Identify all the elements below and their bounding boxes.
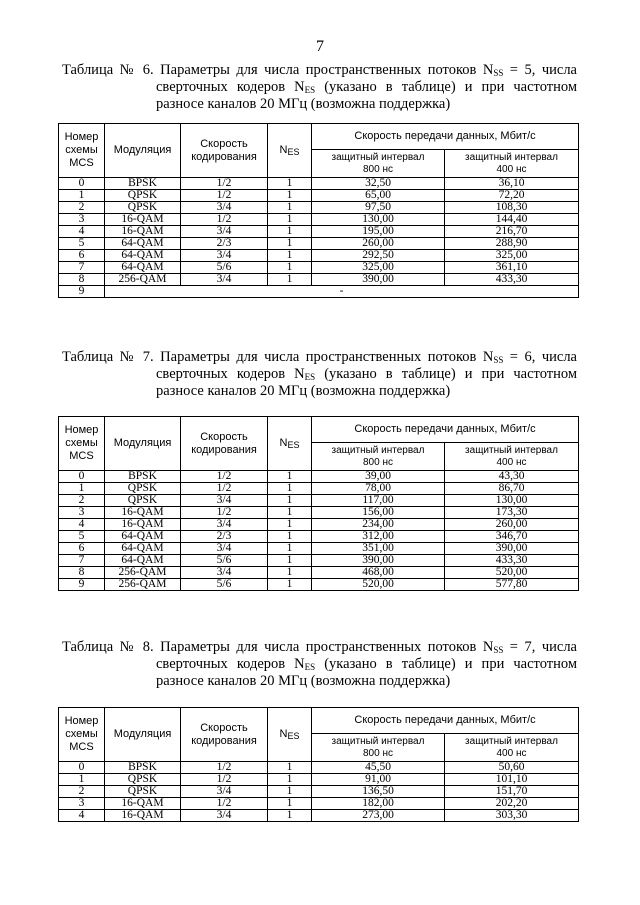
table-cell: BPSK: [105, 471, 181, 483]
table-cell: 1: [268, 786, 312, 798]
table-cell: 43,30: [445, 471, 579, 483]
header-gi-400: защитный интервал 400 нс: [445, 443, 579, 471]
table-cell: 351,00: [312, 543, 445, 555]
table-cell: 468,00: [312, 567, 445, 579]
table-cell: QPSK: [105, 774, 181, 786]
table-cell: QPSK: [105, 202, 181, 214]
table-cell: 6: [59, 543, 105, 555]
table-row: [59, 483, 579, 495]
table-cell: 8: [59, 567, 105, 579]
table-cell: 16-QAM: [105, 226, 181, 238]
table-row: [59, 531, 579, 543]
header-mcs: Номер схемы MCS: [59, 708, 105, 762]
table-cell: 1: [268, 262, 312, 274]
table-cell: 5/6: [181, 555, 268, 567]
header-gi-400: защитный интервал 400 нс: [445, 150, 579, 178]
table-cell: 1: [268, 178, 312, 190]
table-cell: 433,30: [445, 555, 579, 567]
table-cell: 1: [268, 810, 312, 822]
table-cell: 6: [59, 250, 105, 262]
page-number: 7: [316, 38, 324, 55]
table-cell: 8: [59, 274, 105, 286]
table-cell: 64-QAM: [105, 543, 181, 555]
header-data-rate: Скорость передачи данных, Мбит/с: [312, 417, 579, 443]
table-cell: 16-QAM: [105, 507, 181, 519]
table-cell: QPSK: [105, 786, 181, 798]
table-cell: 97,50: [312, 202, 445, 214]
table-cell: 520,00: [312, 579, 445, 591]
table-cell: 32,50: [312, 178, 445, 190]
table-cell: 1/2: [181, 798, 268, 810]
table-8-caption: Таблица № 8. Параметры для числа пространственных потоков $N_{SS} = 7$, числа сверточных кодеров $N_{ES}$ (указано в таблице) и при частотном разносе каналов 20 МГц (возможна поддержка): [62, 639, 578, 689]
header-modulation: Модуляция: [105, 708, 181, 762]
table-row: [59, 507, 579, 519]
table-row: [59, 543, 579, 555]
table-row: [59, 238, 579, 250]
table-cell: 72,20: [445, 190, 579, 202]
table-cell: 5: [59, 531, 105, 543]
table-cell: 1: [268, 531, 312, 543]
table-cell: 65,00: [312, 190, 445, 202]
table-cell: 1: [268, 202, 312, 214]
table-cell: 64-QAM: [105, 531, 181, 543]
table-cell: 202,20: [445, 798, 579, 810]
table-cell: 1: [268, 190, 312, 202]
table-cell: QPSK: [105, 190, 181, 202]
table-cell: 64-QAM: [105, 555, 181, 567]
table-cell: 0: [59, 178, 105, 190]
table-cell: 3/4: [181, 810, 268, 822]
table-cell: 1: [268, 543, 312, 555]
table-cell: BPSK: [105, 178, 181, 190]
table-row: [59, 798, 579, 810]
table-row: [59, 226, 579, 238]
header-gi-800: защитный интервал 800 нс: [312, 443, 445, 471]
table-cell: 390,00: [312, 274, 445, 286]
table-cell: 3/4: [181, 226, 268, 238]
table-cell: 1/2: [181, 483, 268, 495]
header-mcs: Номер схемы MCS: [59, 124, 105, 178]
table-cell: 86,70: [445, 483, 579, 495]
table-cell: 3/4: [181, 495, 268, 507]
header-nes: $N_{ES}$: [268, 417, 312, 471]
table-cell: 1/2: [181, 471, 268, 483]
table-cell: 288,90: [445, 238, 579, 250]
table-cell: 1: [268, 507, 312, 519]
table-cell: 7: [59, 262, 105, 274]
header-coding-rate: Скорость кодирования: [181, 708, 268, 762]
table-cell: 9: [59, 286, 105, 298]
header-data-rate: Скорость передачи данных, Мбит/с: [312, 708, 579, 734]
table-cell: 4: [59, 519, 105, 531]
table-cell: 234,00: [312, 519, 445, 531]
table-cell: 1: [268, 238, 312, 250]
table-cell: 260,00: [445, 519, 579, 531]
table-row: [59, 262, 579, 274]
table-cell: 5: [59, 238, 105, 250]
header-gi-800: защитный интервал 800 нс: [312, 150, 445, 178]
table-cell: 256-QAM: [105, 567, 181, 579]
table-row: [59, 471, 579, 483]
table-cell: 216,70: [445, 226, 579, 238]
table-cell: QPSK: [105, 483, 181, 495]
table-cell: 1: [268, 555, 312, 567]
table-row: [59, 274, 579, 286]
table-cell: 1: [268, 567, 312, 579]
table-row: [59, 567, 579, 579]
table-cell: 1: [268, 579, 312, 591]
table-cell: 292,50: [312, 250, 445, 262]
table-cell: 1: [268, 519, 312, 531]
table-cell: 1: [268, 798, 312, 810]
table-cell: 577,80: [445, 579, 579, 591]
table-7-caption: Таблица № 7. Параметры для числа пространственных потоков $N_{SS} = 6$, числа сверточных кодеров $N_{ES}$ (указано в таблице) и при частотном разносе каналов 20 МГц (возможна поддержка): [62, 349, 578, 399]
table-cell: 144,40: [445, 214, 579, 226]
header-nes: $N_{ES}$: [268, 708, 312, 762]
table-cell: 130,00: [445, 495, 579, 507]
table-cell: 78,00: [312, 483, 445, 495]
table-cell: 1: [268, 214, 312, 226]
table-row: [59, 202, 579, 214]
table-cell: 91,00: [312, 774, 445, 786]
table-cell: 325,00: [445, 250, 579, 262]
table-cell: 1/2: [181, 774, 268, 786]
table-cell: BPSK: [105, 762, 181, 774]
table-cell: 39,00: [312, 471, 445, 483]
table-cell: 390,00: [312, 555, 445, 567]
table-cell: 325,00: [312, 262, 445, 274]
header-modulation: Модуляция: [105, 124, 181, 178]
table-cell: 195,00: [312, 226, 445, 238]
table-cell: 256-QAM: [105, 274, 181, 286]
table-row: [59, 810, 579, 822]
header-gi-400: защитный интервал 400 нс: [445, 734, 579, 762]
table-cell: 16-QAM: [105, 810, 181, 822]
table-cell: 117,00: [312, 495, 445, 507]
table-cell: QPSK: [105, 495, 181, 507]
table-cell: 50,60: [445, 762, 579, 774]
table-cell: 16-QAM: [105, 798, 181, 810]
table-cell: 2: [59, 495, 105, 507]
table-cell: 16-QAM: [105, 214, 181, 226]
table-cell: 3: [59, 798, 105, 810]
table-cell: 3/4: [181, 274, 268, 286]
table-cell: 256-QAM: [105, 579, 181, 591]
table-cell: 3/4: [181, 786, 268, 798]
table-cell: 361,10: [445, 262, 579, 274]
table-row: [59, 495, 579, 507]
table-cell: 0: [59, 762, 105, 774]
table-cell: 3/4: [181, 250, 268, 262]
table-cell: 45,50: [312, 762, 445, 774]
table-cell: 1: [268, 495, 312, 507]
table-row: [59, 774, 579, 786]
table-cell: 101,10: [445, 774, 579, 786]
table-cell: 182,00: [312, 798, 445, 810]
table-6-caption: Таблица № 6. Параметры для числа пространственных потоков $N_{SS} = 5$, числа сверточных кодеров $N_{ES}$ (указано в таблице) и при частотном разносе каналов 20 МГц (возможна поддержка): [62, 62, 578, 112]
table-row: [59, 190, 579, 202]
table-cell: 64-QAM: [105, 250, 181, 262]
table-cell: 1/2: [181, 214, 268, 226]
table-cell: 7: [59, 555, 105, 567]
table-row: [59, 786, 579, 798]
table-cell: 156,00: [312, 507, 445, 519]
table-cell: 303,30: [445, 810, 579, 822]
table-cell: 5/6: [181, 579, 268, 591]
header-gi-800: защитный интервал 800 нс: [312, 734, 445, 762]
header-mcs: Номер схемы MCS: [59, 417, 105, 471]
table-cell: 3/4: [181, 567, 268, 579]
table-cell: 1: [268, 471, 312, 483]
table-cell: 520,00: [445, 567, 579, 579]
table-cell: 346,70: [445, 531, 579, 543]
table-cell: 260,00: [312, 238, 445, 250]
header-nes: $N_{ES}$: [268, 124, 312, 178]
table-cell: 136,50: [312, 786, 445, 798]
table-cell: 2/3: [181, 238, 268, 250]
table-cell-empty-value: -: [105, 286, 579, 298]
table-cell: 9: [59, 579, 105, 591]
table-cell: 1: [268, 250, 312, 262]
table-cell: 108,30: [445, 202, 579, 214]
table-cell: 390,00: [445, 543, 579, 555]
table-cell: 2/3: [181, 531, 268, 543]
table-cell: 3/4: [181, 202, 268, 214]
table-cell: 173,30: [445, 507, 579, 519]
table-cell: 1: [268, 226, 312, 238]
table-cell: 1/2: [181, 762, 268, 774]
table-row: [59, 214, 579, 226]
table-cell: 1/2: [181, 190, 268, 202]
table-cell: 3/4: [181, 519, 268, 531]
table-cell: 5/6: [181, 262, 268, 274]
table-cell: 1: [59, 774, 105, 786]
table-cell: 3: [59, 214, 105, 226]
table-cell: 1: [268, 274, 312, 286]
table-row: [59, 762, 579, 774]
table-6: [58, 123, 579, 298]
table-cell: 4: [59, 226, 105, 238]
table-row: [59, 519, 579, 531]
table-cell: 312,00: [312, 531, 445, 543]
table-cell: 1: [268, 762, 312, 774]
table-cell: 1: [268, 483, 312, 495]
table-cell: 64-QAM: [105, 262, 181, 274]
table-cell: 1/2: [181, 507, 268, 519]
table-cell: 4: [59, 810, 105, 822]
table-cell: 273,00: [312, 810, 445, 822]
table-row: [59, 250, 579, 262]
table-cell: 16-QAM: [105, 519, 181, 531]
table-row: [59, 286, 579, 298]
table-7: [58, 416, 579, 591]
table-cell: 64-QAM: [105, 238, 181, 250]
table-cell: 1/2: [181, 178, 268, 190]
table-row: [59, 178, 579, 190]
table-row: [59, 555, 579, 567]
table-cell: 2: [59, 786, 105, 798]
table-cell: 2: [59, 202, 105, 214]
table-cell: 3/4: [181, 543, 268, 555]
header-data-rate: Скорость передачи данных, Мбит/с: [312, 124, 579, 150]
table-cell: 1: [59, 483, 105, 495]
table-cell: 433,30: [445, 274, 579, 286]
table-cell: 1: [59, 190, 105, 202]
header-coding-rate: Скорость кодирования: [181, 417, 268, 471]
table-8: [58, 707, 579, 822]
table-cell: 1: [268, 774, 312, 786]
header-modulation: Модуляция: [105, 417, 181, 471]
table-cell: 36,10: [445, 178, 579, 190]
table-cell: 130,00: [312, 214, 445, 226]
header-coding-rate: Скорость кодирования: [181, 124, 268, 178]
table-cell: 0: [59, 471, 105, 483]
table-cell: 151,70: [445, 786, 579, 798]
table-cell: 3: [59, 507, 105, 519]
table-row: [59, 579, 579, 591]
